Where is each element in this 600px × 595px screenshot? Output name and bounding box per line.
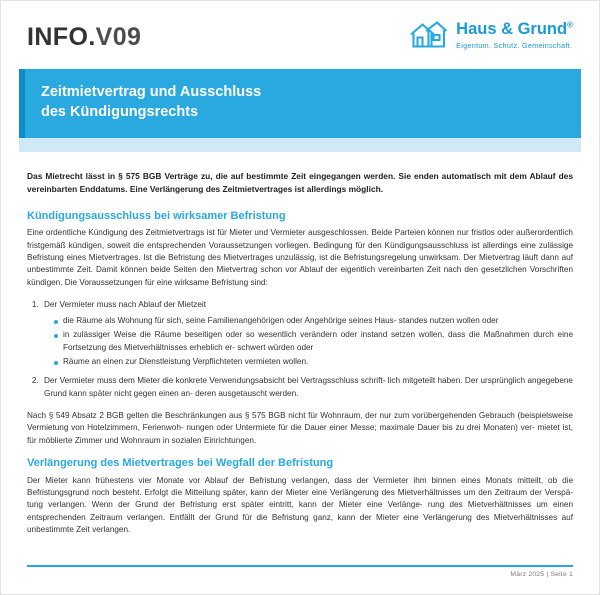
document-header xyxy=(1,1,599,51)
brand-text xyxy=(456,19,573,50)
section-heading-1: Kündigungsausschluss bei wirksamer Befristung xyxy=(27,209,286,222)
list-item: in zulässiger Weise die Räume beseitigen oder so wesentlich verändern oder instand setzen wollen, dass die Maßnahmen durch eine Fortsetzung des Mietverhältnisses erheblich er- schwert würden oder xyxy=(54,329,573,354)
footer-separator: | xyxy=(546,571,549,578)
section-1-paragraph-2: Nach § 549 Absatz 2 BGB gelten die Beschränkungen aus § 575 BGB nicht für Wohnraum, der nur zum vorübergehenden Gebrauch (beispielsweise Vermietung von Hotelzimmern, Ferienwoh- nungen oder Untermiete für die Dauer einer Messe; maximale Dauer bis zu drei Monaten) ver- mietet ist, für möblierte Zimmer und Wohnraum in sozialen Einrichtungen. xyxy=(27,410,573,445)
brand-claim: Eigentum. Schutz. Gemeinschaft. xyxy=(456,41,573,51)
requirement-1-sublist xyxy=(44,315,573,368)
document-content xyxy=(1,152,599,536)
brand-logo xyxy=(408,19,573,51)
list-item xyxy=(41,299,573,368)
document-title-line-1: Zeitmietvertrag und Ausschluss xyxy=(41,84,262,100)
document-title-line-2: des Kündigungsrechts xyxy=(41,103,199,120)
list-item: die Räume als Wohnung für sich, seine Familienangehörigen oder Angehörige seines Haus- standes nutzen wollen oder xyxy=(54,315,573,327)
lead-paragraph: Das Mietrecht lässt in § 575 BGB Verträge zu, die auf bestimmte Zeit eingegangen werden. Sie enden automatisch mit dem Ablauf des vereinbarten Enddatums. Eine Verlängerung des Zeitmietvertrages ist allerdings möglich. xyxy=(27,171,573,194)
document-code xyxy=(27,25,141,50)
document-footer xyxy=(27,565,573,578)
list-item: Räume an einen zur Dienstleistung Verpflichteten vermieten wollen. xyxy=(54,356,573,368)
title-accent-strip xyxy=(19,69,25,138)
title-band-underbar xyxy=(19,138,581,152)
footer-page-number: Seite 1 xyxy=(550,571,573,578)
house-outline-icon xyxy=(408,19,448,51)
document-title xyxy=(19,69,581,138)
document-code-suffix: V09 xyxy=(95,23,142,51)
section-heading-2: Verlängerung des Mietvertrages bei Wegfall der Befristung xyxy=(27,456,334,469)
title-band-wrapper xyxy=(19,69,581,152)
footer-meta xyxy=(27,571,573,578)
requirements-list xyxy=(27,299,573,400)
requirement-1-text: Der Vermieter muss nach Ablauf der Mietzeit xyxy=(44,299,206,309)
footer-divider xyxy=(27,565,573,567)
section-1-paragraph-1: Eine ordentliche Kündigung des Zeitmietvertrags ist für Mieter und Vermieter ausgeschlossen. Beide Parteien können nur fristlos oder außerordentlich fristgemäß kündigen, soweit die entsprechenden Voraussetzungen vorliegen. Bedingung für den Kündigungsausschluss ist allerdings eine zulässige Befristung eines Mietvertrages. Ist die Befristung des Mietvertrages unzulässig, ist die Befristungsregelung unwirksam. Der Mietvertrag läuft dann auf unbestimmte Zeit. Damit können beide Seiten den Mietvertrag schon vor Ablauf der eigentlich vereinbarten Zeit nach den gesetzlichen Vorschriften kündigen. Die Voraussetzungen für eine wirksame Befristung sind: xyxy=(27,228,573,287)
brand-name: Haus & Grund® xyxy=(456,20,573,38)
brand-trademark: ® xyxy=(567,20,573,30)
list-item: 2. Der Vermieter muss dem Mieter die konkrete Verwendungsabsicht bei Vertragsschluss schrift- lich mitgeteilt haben. Der ursprünglich angegebene Grund kann später nicht gegen einen an- deren ausgetauscht werden. xyxy=(41,375,573,400)
document-code-prefix: INFO. xyxy=(27,23,96,51)
section-2-paragraph-1: Der Mieter kann frühestens vier Monate vor Ablauf der Befristung verlangen, dass der Vermieter ihm binnen eines Monats mitteilt, ob die Befristungsgrund noch besteht. Erfolgt die Mitteilung später, kann der Mieter eine Verlängerung des Mietverhältnisses um den Zeitraum der Verspä- tung verlangen. Wenn der Grund der Befristung erst später eintritt, kann der Mieter eine Verlänge- rung des Mietverhältnisses um einen entsprechenden Zeitraum verlangen. Entfällt der Grund für die Befristung ganz, kann der Mieter eine Verlängerung des Mietverhältnisses auf unbestimmte Zeit verlangen. xyxy=(27,475,573,534)
footer-date: März 2025 xyxy=(510,571,545,578)
